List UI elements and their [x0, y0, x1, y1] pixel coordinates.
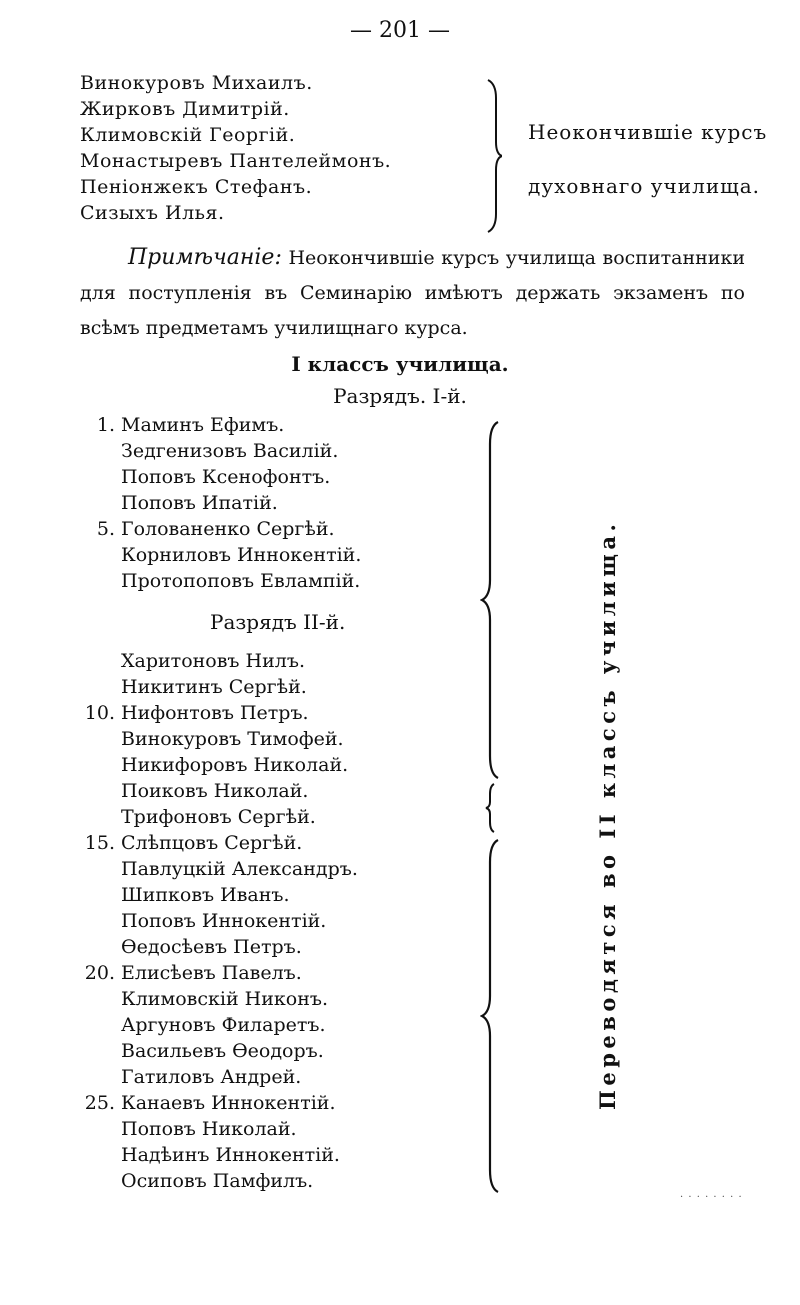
item-name: Поиковъ Николай. — [121, 780, 309, 802]
rank2-list — [84, 648, 358, 1194]
list-item — [121, 568, 361, 594]
item-name: Елисѣевъ Павелъ. — [121, 962, 302, 984]
note-lead: Примѣчаніе: — [128, 245, 282, 270]
item-number: 1. — [96, 414, 115, 436]
list-item — [84, 830, 358, 856]
list-item — [121, 804, 358, 830]
item-name: Голованенко Сергѣй. — [121, 518, 335, 540]
item-name: Трифоновъ Сергѣй. — [121, 806, 316, 828]
item-name: Зедгенизовъ Василій. — [121, 440, 339, 462]
item-name: Васильевъ Ѳеодоръ. — [121, 1040, 324, 1062]
side-note-line1: Неокончившіе курсъ — [528, 120, 768, 144]
item-name: Канаевъ Иннокентій. — [121, 1092, 336, 1114]
note-paragraph — [80, 240, 745, 346]
list-item — [121, 752, 358, 778]
list-item — [84, 700, 358, 726]
item-number: 20. — [84, 962, 115, 984]
list-item — [121, 1168, 358, 1194]
list-item — [121, 1064, 358, 1090]
item-name: Поповъ Ксенофонтъ. — [121, 466, 331, 488]
list-item — [121, 908, 358, 934]
list-item: Сизыхъ Илья. — [80, 202, 225, 224]
item-name: Надѣинъ Иннокентій. — [121, 1144, 340, 1166]
rank1-heading: Разрядъ. I-й. — [333, 384, 467, 408]
list-item — [96, 516, 361, 542]
list-item — [121, 726, 358, 752]
note-text: Неокончившіе курсъ училища воспитанники для поступленія въ Семинарію имѣютъ держать экзаменъ по всѣмъ предметамъ училищнаго курса. — [80, 247, 745, 339]
rank2-heading: Разрядъ II-й. — [210, 610, 346, 634]
rank-brace-upper — [480, 420, 504, 780]
item-name: Осиповъ Памфилъ. — [121, 1170, 314, 1192]
top-name-list — [80, 70, 391, 226]
list-item — [96, 412, 361, 438]
rank-brace-lower — [480, 838, 504, 1194]
list-item — [121, 1038, 358, 1064]
scan-speckle: · · · · · · · · — [680, 1192, 743, 1203]
list-item — [121, 674, 358, 700]
list-item — [121, 856, 358, 882]
list-item — [121, 778, 358, 804]
top-brace — [482, 78, 502, 234]
list-item — [121, 464, 361, 490]
list-item: Винокуровъ Михаилъ. — [80, 72, 313, 94]
list-item — [121, 882, 358, 908]
list-item — [121, 1116, 358, 1142]
item-name: Корниловъ Иннокентій. — [121, 544, 362, 566]
item-name: Харитоновъ Нилъ. — [121, 650, 305, 672]
list-item: Пеніонжекъ Стефанъ. — [80, 176, 313, 198]
page-number: — 201 — — [350, 18, 450, 43]
list-item — [84, 1090, 358, 1116]
list-item — [121, 934, 358, 960]
item-name: Поповъ Ипатій. — [121, 492, 278, 514]
item-name: Винокуровъ Тимофей. — [121, 728, 344, 750]
item-name: Павлуцкій Александръ. — [121, 858, 358, 880]
list-item — [121, 986, 358, 1012]
item-name: Ѳедосѣевъ Петръ. — [121, 936, 302, 958]
list-item: Климовскій Георгій. — [80, 124, 296, 146]
item-name: Маминъ Ефимъ. — [121, 414, 285, 436]
list-item: Монастыревъ Пантелеймонъ. — [80, 150, 392, 172]
item-name: Нифонтовъ Петръ. — [121, 702, 309, 724]
item-number: 5. — [96, 518, 115, 540]
rank-brace-small — [484, 782, 500, 834]
item-number: 15. — [84, 832, 115, 854]
list-item — [84, 960, 358, 986]
item-number: 25. — [84, 1092, 115, 1114]
list-item — [121, 648, 358, 674]
rank1-list — [96, 412, 362, 594]
item-name: Слѣпцовъ Сергѣй. — [121, 832, 303, 854]
class-heading: I классъ училища. — [291, 352, 509, 376]
item-name: Протопоповъ Евлампій. — [121, 570, 361, 592]
item-name: Шипковъ Иванъ. — [121, 884, 290, 906]
item-name: Никитинъ Сергѣй. — [121, 676, 307, 698]
item-name: Климовскій Никонъ. — [121, 988, 328, 1010]
vertical-note: Переводятся во II классъ училища. — [595, 519, 620, 1110]
item-name: Поповъ Иннокентій. — [121, 910, 327, 932]
item-name: Никифоровъ Николай. — [121, 754, 349, 776]
list-item — [121, 490, 361, 516]
item-number: 10. — [84, 702, 115, 724]
item-name: Гатиловъ Андрей. — [121, 1066, 302, 1088]
list-item — [121, 1012, 358, 1038]
item-name: Поповъ Николай. — [121, 1118, 297, 1140]
list-item — [121, 542, 361, 568]
list-item — [121, 1142, 358, 1168]
side-note-line2: духовнаго училища. — [528, 174, 761, 198]
list-item — [121, 438, 361, 464]
item-name: Аргуновъ Филаретъ. — [121, 1014, 326, 1036]
list-item: Жирковъ Димитрій. — [80, 98, 290, 120]
